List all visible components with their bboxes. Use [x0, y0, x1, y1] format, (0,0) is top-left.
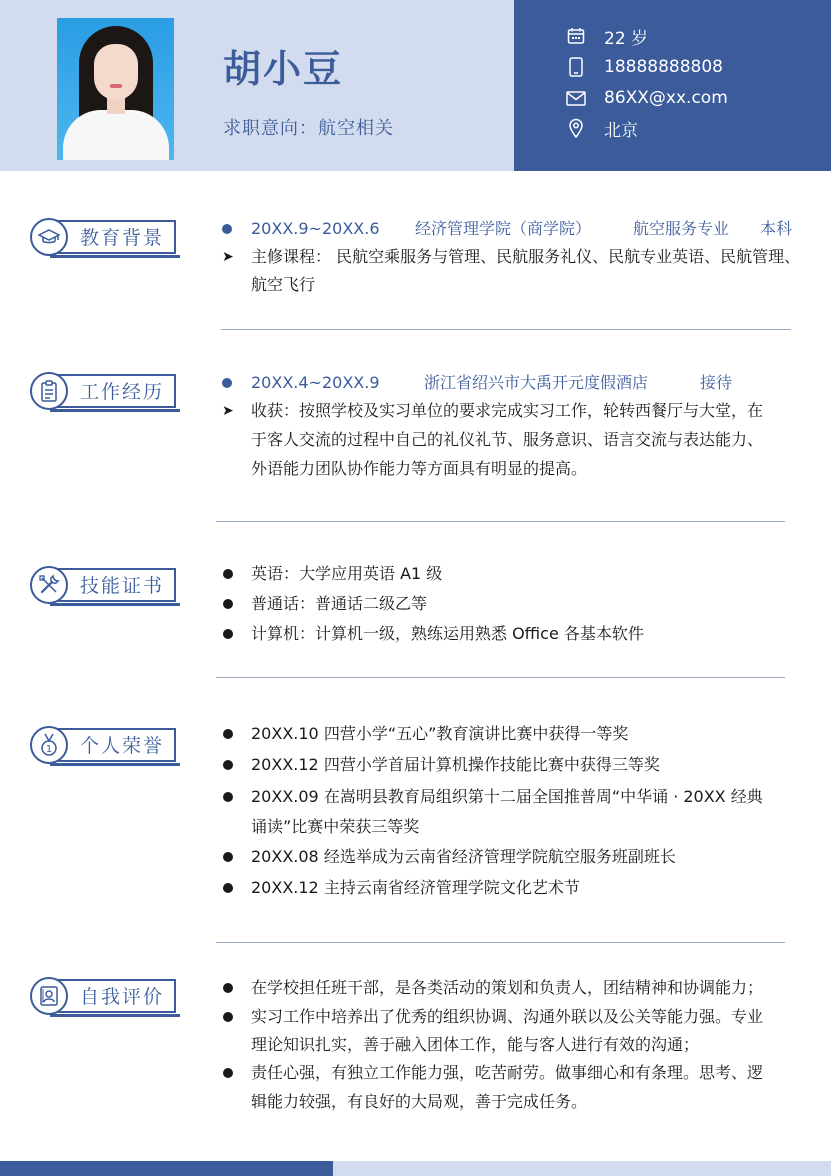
section-title-education: [30, 218, 176, 256]
honor-item-continued: 诵读”比赛中荣获三等奖: [251, 817, 420, 836]
medal-icon: [30, 726, 68, 764]
honor-item: 20XX.10 四营小学“五心”教育演讲比赛中获得一等奖: [251, 724, 629, 743]
skill-item: 英语：大学应用英语 A1 级: [251, 564, 443, 583]
bullet-dot: [223, 569, 233, 579]
bullet-dot: [223, 883, 233, 893]
work-company: 浙江省绍兴市大禹开元度假酒店: [424, 373, 649, 392]
section-divider: [216, 942, 785, 943]
self-eval-line-continued: 理论知识扎实，善于融入团体工作，能与客人进行有效的沟通；: [251, 1035, 700, 1054]
self-eval-line-continued: 辑能力较强，有良好的大局观，善于完成任务。: [251, 1092, 588, 1111]
work-role: 接待: [700, 373, 733, 392]
bullet-dot: [223, 760, 233, 770]
education-period: 20XX.9~20XX.6: [251, 219, 380, 238]
bullet-dot: [223, 599, 233, 609]
bullet-dot: [223, 729, 233, 739]
phone-icon: [566, 57, 586, 77]
education-courses-line-2: 航空飞行: [251, 275, 316, 294]
section-label-skills: 技能证书: [80, 575, 165, 597]
self-eval-line: 在学校担任班干部，是各类活动的策划和负责人，团结精神和协调能力；: [251, 978, 764, 997]
section-label-honors: 个人荣誉: [80, 735, 165, 757]
work-desc-line-2: 于客人交流的过程中自己的礼仪礼节、服务意识、语言交流与表达能力、: [251, 430, 764, 449]
candidate-name: 胡小豆: [223, 47, 344, 91]
work-period: 20XX.4~20XX.9: [251, 373, 380, 392]
bullet-dot: [223, 792, 233, 802]
mail-icon: [566, 88, 586, 108]
calendar-icon: [566, 26, 586, 46]
education-major: 航空服务专业: [633, 219, 730, 238]
bullet-dot: [223, 852, 233, 862]
section-title-self-eval: [30, 977, 176, 1015]
self-eval-line: 实习工作中培养出了优秀的组织协调、沟通外联以及公关等能力强。专业: [251, 1007, 764, 1026]
section-divider: [221, 329, 791, 330]
skill-item: 普通话：普通话二级乙等: [251, 594, 428, 613]
arrow-bullet: ➤: [222, 403, 234, 419]
contact-email-text[interactable]: 86XX@xx.com: [604, 88, 728, 108]
bullet-dot: [223, 1012, 233, 1022]
job-intent: 求职意向：航空相关: [223, 118, 394, 139]
section-title-work: [30, 372, 176, 410]
honor-item: 20XX.08 经选举成为云南省经济管理学院航空服务班副班长: [251, 847, 676, 866]
section-divider: [216, 521, 785, 522]
bullet-dot: [222, 224, 232, 234]
honor-item: 20XX.09 在嵩明县教育局组织第十二届全国推普周“中华诵 · 20XX 经典: [251, 787, 763, 806]
footer-bar-light: [333, 1161, 831, 1176]
graduation-cap-icon: [30, 218, 68, 256]
honor-item: 20XX.12 四营小学首届计算机操作技能比赛中获得三等奖: [251, 755, 660, 774]
education-courses-line-1: 主修课程： 民航空乘服务与管理、民航服务礼仪、民航专业英语、民航管理、: [251, 247, 801, 266]
section-label-work: 工作经历: [80, 381, 165, 403]
contact-email: [566, 86, 728, 110]
education-degree: 本科: [760, 219, 793, 238]
skill-item: 计算机：计算机一级，熟练运用熟悉 Office 各基本软件: [251, 624, 644, 643]
contact-phone-text[interactable]: 18888888808: [604, 57, 723, 77]
id-card-icon: [30, 977, 68, 1015]
section-divider: [216, 677, 785, 678]
contact-location: [566, 116, 638, 140]
section-label-education: 教育背景: [80, 227, 165, 249]
contact-phone: [566, 55, 723, 79]
location-icon: [566, 118, 586, 138]
profile-photo: [57, 18, 174, 160]
clipboard-icon: [30, 372, 68, 410]
bullet-dot: [223, 1068, 233, 1078]
section-label-self-eval: 自我评价: [80, 986, 165, 1008]
honor-item: 20XX.12 主持云南省经济管理学院文化艺术节: [251, 878, 580, 897]
section-title-skills: [30, 566, 176, 604]
contact-age: [566, 24, 648, 48]
bullet-dot: [223, 629, 233, 639]
bullet-dot: [222, 378, 232, 388]
arrow-bullet: ➤: [222, 249, 234, 265]
section-title-honors: [30, 726, 176, 764]
contact-location-text: 北京: [604, 120, 638, 141]
work-desc-line-1: 收获：按照学校及实习单位的要求完成实习工作，轮转西餐厅与大堂，在: [251, 401, 764, 420]
education-school: 经济管理学院（商学院）: [415, 219, 592, 238]
self-eval-line: 责任心强，有独立工作能力强，吃苦耐劳。做事细心和有条理。思考、逻: [251, 1063, 764, 1082]
bullet-dot: [223, 983, 233, 993]
contact-age-text: 22 岁: [604, 28, 649, 49]
work-desc-line-3: 外语能力团队协作能力等方面具有明显的提高。: [251, 459, 588, 478]
svg-text:1: 1: [45, 744, 53, 755]
tools-icon: [30, 566, 68, 604]
footer-bar-dark: [0, 1161, 333, 1176]
